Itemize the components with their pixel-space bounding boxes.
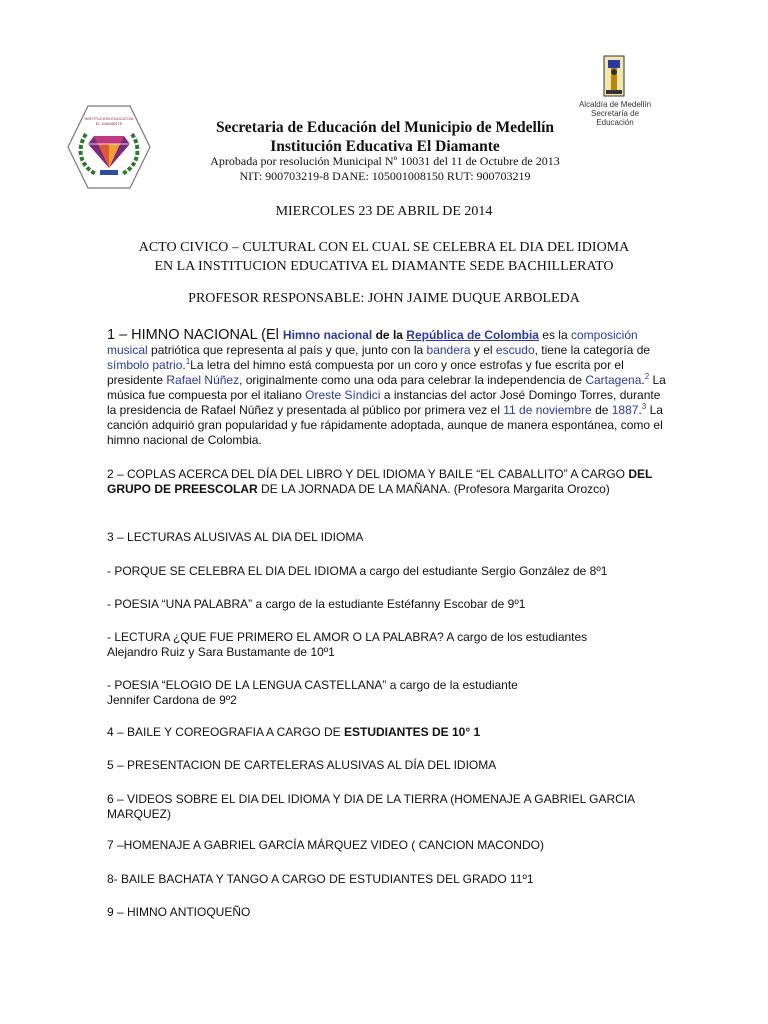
- header-resolucion: Aprobada por resolución Municipal Nº 10031 del 11 de Octubre de 2013: [210, 154, 560, 168]
- link-simbolo-patrio[interactable]: símbolo patrio: [107, 358, 183, 372]
- lectura-2: - POESIA “UNA PALABRA” a cargo de la estudiante Estéfanny Escobar de 9º1: [107, 597, 526, 611]
- item1-text: .: [638, 403, 642, 417]
- item1-text: .: [641, 373, 645, 387]
- footnote-ref[interactable]: 1: [185, 357, 191, 366]
- link-oreste-sindici[interactable]: Oreste Síndici: [305, 388, 381, 402]
- event-title: [100, 238, 668, 276]
- item-videos: 6 – VIDEOS SOBRE EL DIA DEL IDIOMA Y DIA DE LA TIERRA (HOMENAJE A GABRIEL GARCIA MARQUEZ): [107, 792, 635, 821]
- item-baile-coreografia: [107, 725, 667, 740]
- footnote-ref[interactable]: 3: [641, 402, 647, 411]
- item1-text: .: [182, 358, 186, 372]
- item-himno-antioqueno: 9 – HIMNO ANTIOQUEÑO: [107, 905, 251, 919]
- secretaria-caption: Secretaría de Educación: [590, 109, 640, 127]
- item2-text: 2 – COPLAS ACERCA DEL DÍA DEL LIBRO Y DEL IDIOMA Y BAILE “EL CABALLITO” A CARGO: [107, 467, 629, 481]
- institution-logo: [66, 104, 152, 190]
- item1-text: La canción adquirió gran popularidad y fue rápidamente adoptada, aunque de manera espontánea, como el himno nacional de Colombia.: [107, 403, 663, 447]
- item4-bold: ESTUDIANTES DE 10° 1: [343, 725, 481, 739]
- item-homenaje: 7 –HOMENAJE A GABRIEL GARCÍA MÁRQUEZ VIDEO ( CANCION MACONDO): [107, 838, 544, 852]
- lectura-3: [107, 630, 667, 660]
- header-institucion: Institución Educativa El Diamante: [270, 138, 500, 155]
- item1-text: La letra del himno está compuesta por un coro y once estrofas y fue escrita por el presidente: [107, 358, 624, 387]
- item2-bold: DEL GRUPO DE PREESCOLAR: [107, 467, 653, 496]
- link-republica-colombia[interactable]: República de Colombia: [406, 328, 539, 342]
- item1-text: es la: [538, 328, 571, 342]
- link-composicion-musical[interactable]: composición musical: [107, 328, 638, 357]
- item-lecturas: 3 – LECTURAS ALUSIVAS AL DIA DEL IDIOMA: [107, 530, 364, 544]
- lectura-3-line1: - LECTURA ¿QUE FUE PRIMERO EL AMOR O LA PALABRA? A cargo de los estudiantes: [107, 630, 588, 644]
- header-nit: NIT: 900703219-8 DANE: 105001008150 RUT: 900703219: [239, 169, 531, 183]
- item-himno-nacional: [107, 328, 667, 448]
- item-coplas: [107, 467, 667, 497]
- item2-text: DE LA JORNADA DE LA MAÑANA. (Profesora Margarita Orozco): [257, 482, 610, 496]
- logo-text-name: EL DIAMANTE: [95, 121, 123, 126]
- item4-text: 4 – BAILE Y COREOGRAFIA A CARGO DE: [107, 725, 344, 739]
- lectura-1: - PORQUE SE CELEBRA EL DIA DEL IDIOMA a cargo del estudiante Sergio González de 8º1: [107, 564, 608, 578]
- footnote-ref[interactable]: 2: [644, 372, 650, 381]
- alcaldia-logo: [572, 52, 658, 127]
- item1-text: La música fue compuesta por el italiano: [107, 373, 666, 402]
- logo-text-top: INSTITUCION EDUCATIVA: [84, 116, 134, 121]
- alcaldia-caption: Alcaldía de Medellín: [578, 100, 652, 109]
- link-escudo[interactable]: escudo: [495, 343, 535, 357]
- professor: PROFESOR RESPONSABLE: JOHN JAIME DUQUE ARBOLEDA: [188, 291, 580, 306]
- link-bandera[interactable]: bandera: [426, 343, 471, 357]
- item-baile-bachata: 8- BAILE BACHATA Y TANGO A CARGO DE ESTUDIANTES DEL GRADO 11º1: [107, 872, 534, 886]
- link-himno-nacional[interactable]: Himno nacional: [282, 328, 373, 342]
- event-date: MIERCOLES 23 DE ABRIL DE 2014: [275, 204, 493, 219]
- link-rafael-nunez[interactable]: Rafael Núñez: [166, 373, 240, 387]
- link-1887[interactable]: 1887: [611, 403, 639, 417]
- event-title-line2: EN LA INSTITUCION EDUCATIVA EL DIAMANTE SEDE BACHILLERATO: [154, 259, 614, 274]
- header-secretaria: Secretaria de Educación del Municipio de Medellín: [215, 119, 555, 136]
- item1-text: de: [591, 403, 612, 417]
- lectura-4-line2: Jennifer Cardona de 9º2: [107, 693, 237, 707]
- item1-text: , tiene la categoría de: [534, 343, 651, 357]
- item1-text: a instancias del actor José Domingo Torres, durante la presidencia de Rafael Núñez y presentada al público por primera vez el: [107, 388, 661, 417]
- link-cartagena[interactable]: Cartagena: [585, 373, 642, 387]
- item1-text: de la: [372, 328, 407, 342]
- lectura-4: [107, 678, 667, 708]
- item1-text: El: [266, 327, 283, 343]
- event-title-line1: ACTO CIVICO – CULTURAL CON EL CUAL SE CELEBRA EL DIA DEL IDIOMA: [138, 240, 630, 255]
- item1-text: patriótica que representa al país y que, junto con la: [147, 343, 427, 357]
- link-11-noviembre[interactable]: 11 de noviembre: [503, 403, 592, 417]
- lectura-4-line1: - POESIA “ELOGIO DE LA LENGUA CASTELLANA” a cargo de la estudiante: [107, 678, 518, 692]
- lectura-3-line2: Alejandro Ruiz y Sara Bustamante de 10º1: [107, 645, 335, 659]
- item1-text: y el: [470, 343, 496, 357]
- item-carteleras: 5 – PRESENTACION DE CARTELERAS ALUSIVAS AL DÍA DEL IDIOMA: [107, 758, 497, 772]
- item1-label: 1 – HIMNO NACIONAL (: [107, 327, 266, 343]
- item1-text: , originalmente como una oda para celebrar la independencia de: [239, 373, 586, 387]
